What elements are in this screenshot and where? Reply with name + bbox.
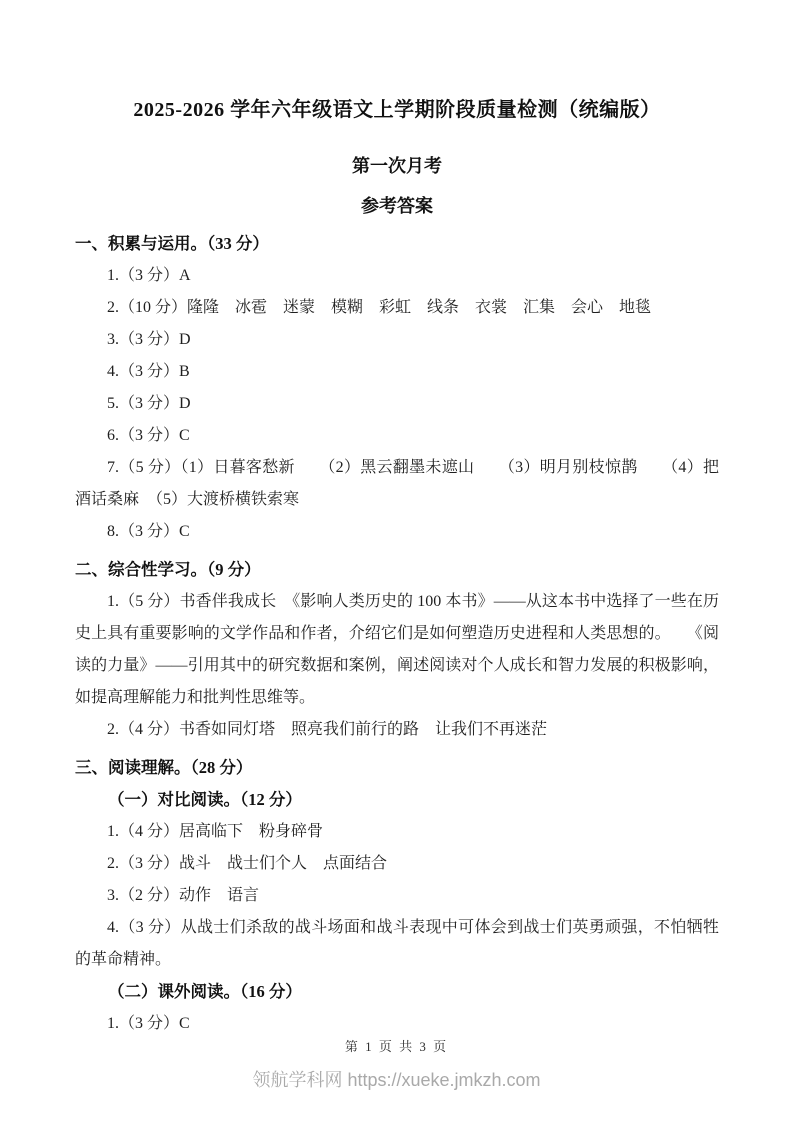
answer-line: 2.（3 分）战斗 战士们个人 点面结合: [107, 855, 388, 872]
section-heading: 三、阅读理解。（28 分）: [75, 758, 253, 777]
section-reading-comprehension: [75, 752, 719, 1040]
section-accumulation-and-use: [75, 228, 719, 548]
page-number-indicator: 第 1 页 共 3 页: [344, 1039, 449, 1054]
answer-line: 1.（3 分）C: [107, 1015, 190, 1032]
section-heading: 二、综合性学习。（9 分）: [75, 560, 261, 579]
exam-subtitle: 第一次月考: [352, 156, 442, 176]
section-comprehensive-learning: [75, 554, 719, 746]
answer-line: 1.（3 分）A: [107, 267, 191, 284]
answer-line: 2.（4 分）书香如同灯塔 照亮我们前行的路 让我们不再迷茫: [107, 721, 548, 738]
subsection-heading: （二）课外阅读。（16 分）: [108, 982, 302, 1001]
answer-line: 4.（3 分）从战士们杀敌的战斗场面和战斗表现中可体会到战士们英勇顽强，不怕牺牲的革命精神。: [75, 919, 719, 968]
document-title: 2025-2026 学年六年级语文上学期阶段质量检测（统编版）: [133, 99, 661, 121]
answer-line: 1.（4 分）居高临下 粉身碎骨: [107, 823, 324, 840]
subsection-heading: （一）对比阅读。（12 分）: [108, 790, 302, 809]
answer-line: 3.（2 分）动作 语言: [107, 887, 260, 904]
answer-line: 7.（5 分）（1）日暮客愁新 （2）黑云翻墨未遮山 （3）明月别枝惊鹊 （4）把酒话桑麻 （5）大渡桥横铁索寒: [75, 459, 719, 508]
answer-line: 8.（3 分）C: [107, 523, 190, 540]
watermark-site-link: 领航学科网 https://xueke.jmkzh.com: [252, 1070, 541, 1090]
answer-key-heading: 参考答案: [361, 196, 433, 216]
subsection-comparative-reading: [75, 784, 719, 976]
section-heading: 一、积累与运用。（33 分）: [75, 234, 269, 253]
answer-line: 2.（10 分）隆隆 冰雹 迷蒙 模糊 彩虹 线条 衣裳 汇集 会心 地毯: [107, 299, 652, 316]
answer-line: 6.（3 分）C: [107, 427, 190, 444]
answer-line: 3.（3 分）D: [107, 331, 191, 348]
answer-line: 5.（3 分）D: [107, 395, 191, 412]
subsection-extracurricular-reading: [75, 976, 719, 1040]
answer-line: 1.（5 分）书香伴我成长 《影响人类历史的 100 本书》——从这本书中选择了一些在历史上具有重要影响的文学作品和作者，介绍它们是如何塑造历史进程和人类思想的。 《阅读的力量》——引用其中的研究数据和案例，阐述阅读对个人成长和智力发展的积极影响，如提高理解能力和批判性思维等。: [75, 593, 719, 706]
answer-line: 4.（3 分）B: [107, 363, 190, 380]
